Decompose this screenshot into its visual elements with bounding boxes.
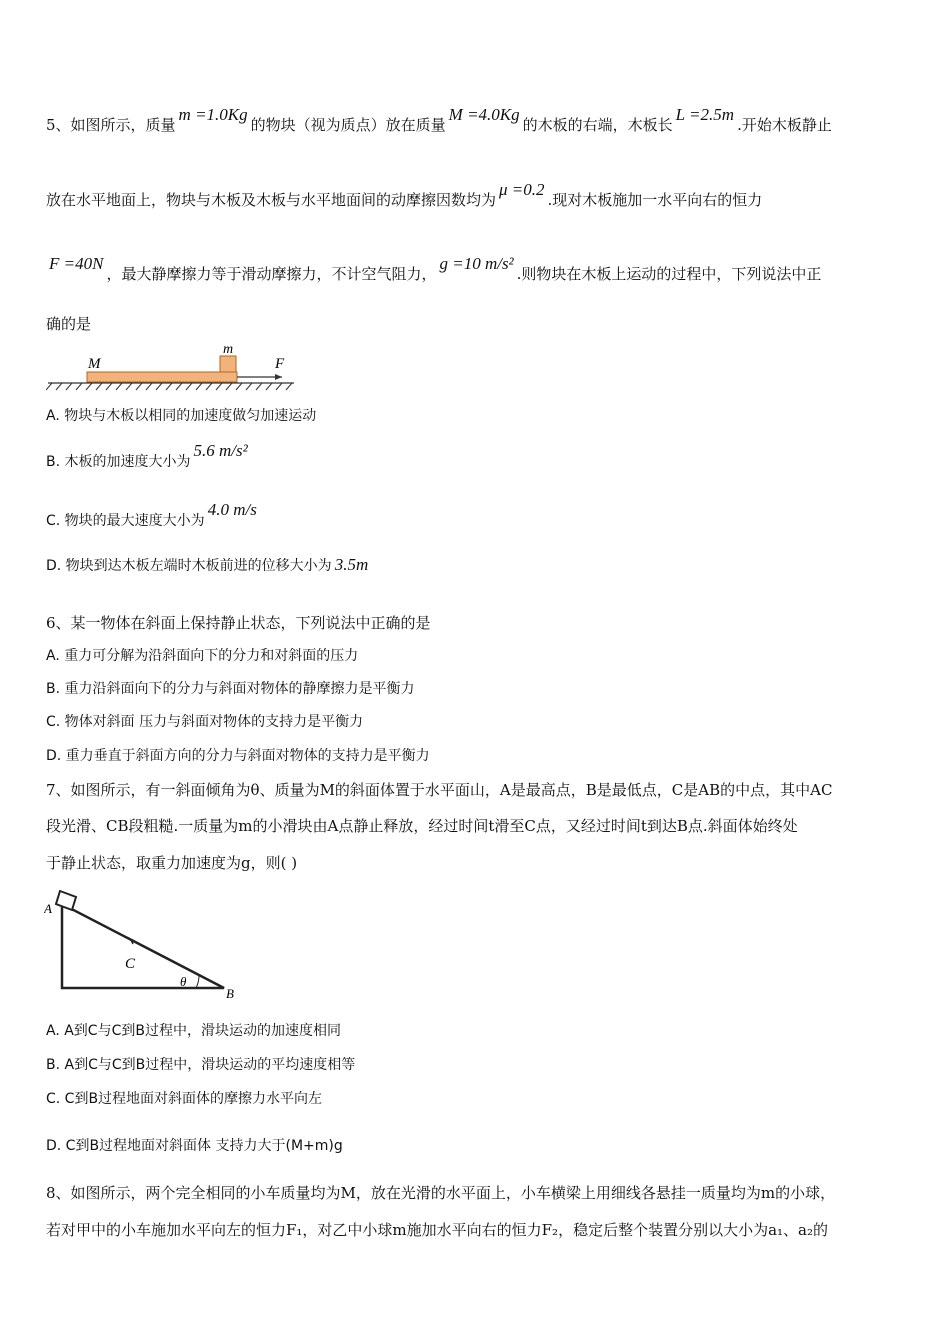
q5-line-4: 确的是 (46, 315, 92, 333)
q6-option-b: B. 重力沿斜面向下的分力与斜面对物体的静摩擦力是平衡力 (46, 681, 415, 697)
q7-option-a: A. A到C与C到B过程中，滑块运动的加速度相同 (46, 1023, 341, 1039)
force-arrowhead (275, 374, 282, 380)
q5-text: ，最大静摩擦力等于滑动摩擦力，不计空气阻力， (106, 265, 437, 283)
q5-line-3 (46, 254, 822, 284)
q5-text: 放在水平地面上，物块与木板及木板与水平地面间的动摩擦因数均为 (46, 191, 497, 209)
q5-option-c-formula: 4.0 m/s (207, 500, 257, 519)
q7-line-1: 7、如图所示，有一斜面倾角为θ、质量为M的斜面体置于水平面山，A是最高点，B是最低点，C是AB的中点，其中AC (46, 781, 833, 799)
label-C: C (125, 956, 136, 972)
q5-formula-mu: μ =0.2 (499, 180, 545, 199)
q6-option-a: A. 重力可分解为沿斜面向下的分力和对斜面的压力 (46, 648, 359, 664)
q5-formula-F: F =40N (49, 254, 104, 273)
q5-option-d (46, 555, 371, 576)
q5-option-b-formula: 5.6 m/s² (193, 441, 248, 460)
q6-stem: 6、某一物体在斜面上保持静止状态，下列说法中正确的是 (46, 614, 431, 632)
slider-block (56, 891, 76, 910)
board-rect (87, 372, 237, 382)
q5-text: .开始木板静止 (737, 116, 832, 134)
q8-line-2: 若对甲中的小车施加水平向左的恒力F₁，对乙中小球m施加水平向右的恒力F₂，稳定后整个装置分别以大小为a₁、a₂的 (46, 1221, 828, 1239)
label-M: M (88, 356, 101, 372)
incline-figure (44, 886, 244, 1001)
q5-option-b (46, 441, 251, 472)
q6-option-d: D. 重力垂直于斜面方向的分力与斜面对物体的支持力是平衡力 (46, 748, 430, 764)
q5-text: .现对木板施加一水平向右的恒力 (547, 191, 763, 209)
label-A: A (44, 901, 52, 916)
ground-hatching (46, 383, 292, 390)
q5-option-b-text: B. 木板的加速度大小为 (46, 454, 191, 470)
q7-option-d: D. C到B过程地面对斜面体 支持力大于(M+m)g (46, 1138, 343, 1154)
q5-formula-m: m =1.0Kg (178, 105, 248, 124)
q5-line-2 (46, 180, 763, 210)
q7-option-b: B. A到C与C到B过程中，滑块运动的平均速度相等 (46, 1057, 356, 1073)
q8-line-1: 8、如图所示，两个完全相同的小车质量均为M，放在光滑的水平面上，小车横梁上用细线各悬挂一质量均为m的小球， (46, 1184, 836, 1202)
q5-option-d-text: D. 物块到达木板左端时木板前进的位移大小为 (46, 558, 332, 574)
q7-line-2: 段光滑、CB段粗糙.一质量为m的小滑块由A点静止释放，经过时间t滑至C点，又经过时间t到达B点.斜面体始终处 (46, 817, 798, 835)
q7-option-c: C. C到B过程地面对斜面体的摩擦力水平向左 (46, 1091, 323, 1107)
q5-text: 的物块（视为质点）放在质量 (250, 116, 446, 134)
label-theta: θ (180, 974, 187, 989)
block-rect (220, 356, 236, 372)
q5-formula-g: g =10 m/s² (439, 254, 514, 273)
board-block-figure (46, 340, 306, 392)
q5-option-d-formula: 3.5m (334, 555, 369, 574)
q7-line-3: 于静止状态，取重力加速度为g，则( ) (46, 854, 298, 872)
q5-text: .则物块在木板上运动的过程中，下列说法中正 (516, 265, 822, 283)
q5-formula-M: M =4.0Kg (448, 105, 520, 124)
label-m: m (223, 342, 234, 357)
q5-text: 5、如图所示，质量 (46, 116, 176, 134)
q6-option-c: C. 物体对斜面 压力与斜面对物体的支持力是平衡力 (46, 714, 364, 730)
q5-formula-L: L =2.5m (675, 105, 735, 124)
incline-triangle (62, 904, 224, 988)
label-F: F (275, 356, 285, 372)
q5-option-c (46, 500, 260, 531)
angle-arc (196, 976, 199, 988)
q5-line-1 (46, 105, 832, 135)
q5-option-a: A. 物块与木板以相同的加速度做匀加速运动 (46, 408, 317, 424)
q5-option-c-text: C. 物块的最大速度大小为 (46, 513, 205, 529)
label-B: B (226, 986, 234, 1001)
q5-text: 的木板的右端，木板长 (522, 116, 673, 134)
